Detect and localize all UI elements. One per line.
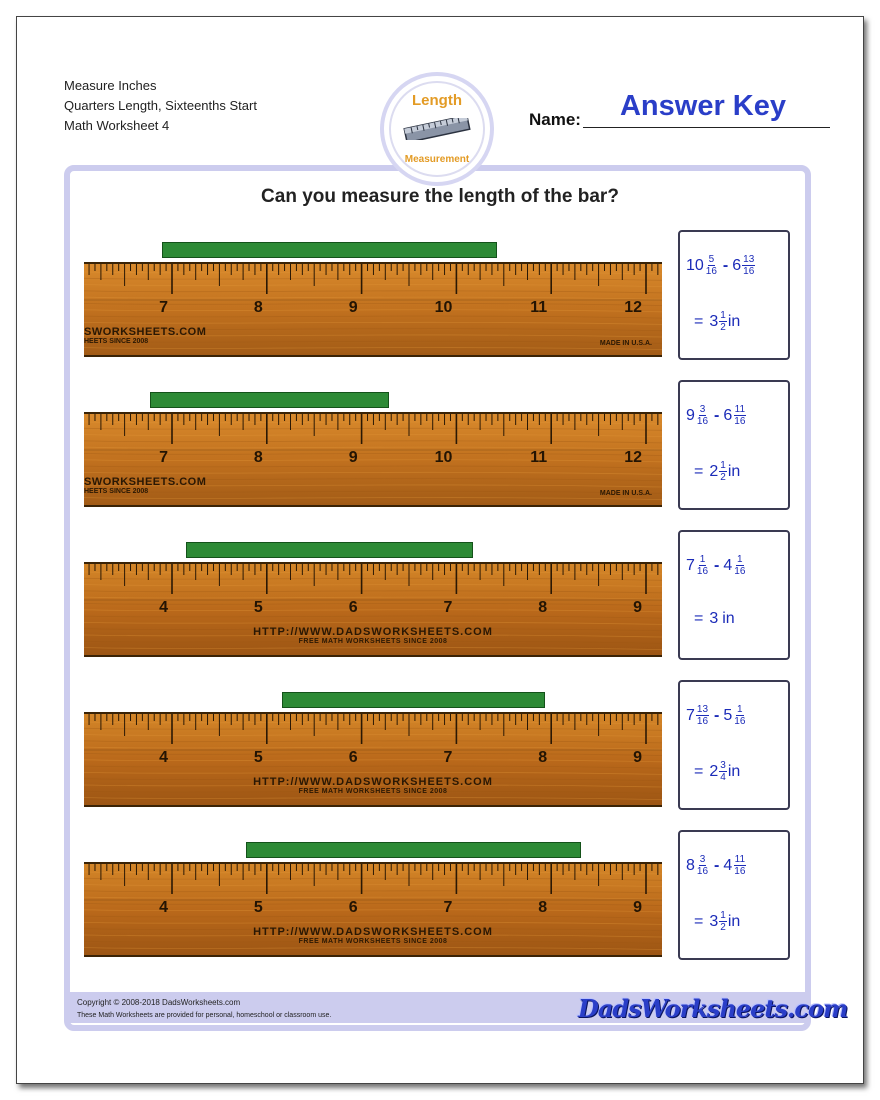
result-whole: 3 (709, 312, 719, 330)
answer-box (678, 380, 790, 510)
ruler-inch-label: 8 (538, 599, 548, 616)
ruler-made-in-text: MADE IN U.S.A. (599, 340, 652, 347)
ruler-inch-label: 7 (443, 749, 453, 766)
result-fraction (719, 910, 727, 933)
ruler-inch-label: 5 (253, 749, 263, 766)
ruler-inch-label: 5 (253, 899, 263, 916)
ruler-inch-label: 7 (159, 449, 168, 466)
ruler-inch-label: 10 (434, 299, 453, 316)
end-whole: 8 (686, 856, 695, 874)
end-whole: 7 (686, 706, 695, 724)
result-unit: in (727, 912, 741, 930)
problem-row (0, 530, 880, 680)
ruler-inch-label: 9 (633, 899, 642, 916)
result-fraction (719, 310, 727, 333)
ruler-brand-text: HTTP://WWW.DADSWORKSHEETS.COM (253, 626, 493, 638)
ruler-inch-label: 11 (530, 449, 548, 466)
start-fraction (733, 554, 746, 577)
result-expression (694, 910, 788, 933)
subtraction-expression (686, 704, 786, 727)
ruler-subbrand-text: HEETS SINCE 2008 (84, 488, 149, 495)
result-whole: 2 (709, 762, 719, 780)
denominator: 2 (720, 322, 726, 333)
length-measurement-logo (380, 72, 494, 186)
denominator: 16 (696, 566, 709, 577)
answer-key-text: Answer Key (619, 90, 786, 122)
equals-sign: = (694, 610, 704, 627)
numerator: 5 (708, 254, 715, 265)
result-unit: in (722, 610, 735, 627)
wood-ruler-graphic (84, 264, 662, 357)
end-fraction (696, 704, 709, 727)
numerator: 13 (696, 704, 709, 715)
ruler-subbrand-text: FREE MATH WORKSHEETS SINCE 2008 (298, 788, 448, 795)
result-expression (694, 310, 788, 333)
question-heading: Can you measure the length of the bar? (261, 186, 619, 207)
green-measure-bar (246, 842, 581, 858)
numerator: 3 (699, 854, 706, 865)
answer-box (678, 530, 790, 660)
end-fraction (696, 854, 709, 877)
worksheet-number: Math Worksheet 4 (64, 118, 170, 133)
ruler-inch-label: 4 (159, 899, 168, 916)
ruler-inch-label: 8 (253, 449, 263, 466)
ruler-subbrand-text: FREE MATH WORKSHEETS SINCE 2008 (298, 638, 448, 645)
answer-box (678, 830, 790, 960)
ruler-inch-label: 6 (348, 899, 358, 916)
equals-sign: = (694, 762, 704, 780)
subtraction-expression (686, 554, 786, 577)
numerator: 11 (734, 404, 746, 415)
ruler (84, 862, 662, 957)
ruler-inch-label: 5 (253, 599, 263, 616)
usage-notice: These Math Worksheets are provided for personal, homeschool or classroom use. (77, 1012, 332, 1019)
ruler-brand-text: HTTP://WWW.DADSWORKSHEETS.COM (253, 926, 493, 938)
result-unit: in (727, 312, 741, 330)
numerator: 3 (699, 404, 706, 415)
worksheet-title: Measure Inches (64, 78, 157, 93)
denominator: 16 (734, 866, 746, 877)
result-fraction (719, 760, 727, 783)
numerator: 1 (699, 554, 706, 565)
numerator: 1 (737, 704, 743, 715)
equals-sign: = (694, 312, 704, 330)
denominator: 16 (734, 416, 746, 427)
start-whole: 6 (732, 256, 742, 274)
end-fraction (696, 554, 709, 577)
ruler-inch-label: 7 (443, 599, 453, 616)
numerator: 1 (720, 310, 726, 321)
ruler-inch-label: 9 (633, 749, 642, 766)
result-whole: 3 (709, 912, 719, 930)
name-line (583, 127, 830, 128)
ruler-inch-label: 4 (159, 599, 168, 616)
ruler-inch-label: 8 (253, 299, 263, 316)
ruler-brand-text: SWORKSHEETS.COM (84, 476, 207, 488)
start-whole: 4 (723, 556, 733, 574)
worksheet-subtitle: Quarters Length, Sixteenths Start (64, 98, 257, 113)
denominator: 16 (743, 266, 755, 277)
result-expression (694, 460, 788, 483)
minus-sign: - (714, 556, 720, 574)
answer-box (678, 680, 790, 810)
ruler-subbrand-text: HEETS SINCE 2008 (84, 338, 149, 345)
denominator: 16 (734, 716, 746, 727)
ruler-inch-label: 12 (624, 299, 642, 316)
minus-sign: - (714, 856, 720, 874)
denominator: 16 (705, 266, 717, 277)
start-fraction (733, 704, 746, 727)
numerator: 1 (720, 910, 726, 921)
equals-sign: = (694, 912, 704, 930)
numerator: 1 (737, 554, 743, 565)
numerator: 1 (720, 460, 726, 471)
wood-ruler-graphic (84, 414, 662, 507)
denominator: 4 (720, 772, 726, 783)
end-whole: 7 (686, 556, 695, 574)
result-whole: 2 (709, 462, 719, 480)
ruler-inch-label: 7 (159, 299, 168, 316)
result-expression (694, 760, 788, 783)
answer-box (678, 230, 790, 360)
result-unit: in (727, 762, 741, 780)
ruler-inch-label: 9 (633, 599, 642, 616)
ruler-inch-label: 6 (348, 749, 358, 766)
logo-subtitle: Measurement (404, 154, 470, 165)
problem-row (0, 680, 880, 830)
problem-row (0, 380, 880, 530)
start-fraction (733, 854, 746, 877)
ruler (84, 712, 662, 807)
ruler-brand-text: SWORKSHEETS.COM (84, 326, 207, 338)
denominator: 2 (720, 922, 726, 933)
denominator: 2 (720, 472, 726, 483)
copyright-text: Copyright © 2008-2018 DadsWorksheets.com (77, 998, 241, 1007)
ruler-inch-label: 9 (348, 299, 358, 316)
ruler (84, 412, 662, 507)
result-expression (694, 610, 788, 628)
ruler-inch-label: 11 (530, 299, 548, 316)
end-fraction (696, 404, 709, 427)
subtraction-expression (686, 404, 786, 427)
denominator: 16 (696, 716, 709, 727)
start-whole: 5 (723, 706, 733, 724)
result-unit: in (727, 462, 741, 480)
ruler-inch-label: 8 (538, 749, 548, 766)
green-measure-bar (162, 242, 497, 258)
ruler-inch-label: 12 (624, 449, 642, 466)
end-fraction (705, 254, 718, 277)
ruler-inch-label: 10 (434, 449, 453, 466)
subtraction-expression (686, 854, 786, 877)
end-whole: 10 (686, 256, 704, 274)
green-measure-bar (150, 392, 389, 408)
end-whole: 9 (686, 406, 695, 424)
minus-sign: - (714, 706, 720, 724)
name-label: Name: (529, 110, 581, 129)
start-fraction (742, 254, 755, 277)
start-whole: 6 (723, 406, 733, 424)
problem-row (0, 830, 880, 980)
numerator: 11 (734, 854, 746, 865)
subtraction-expression (686, 254, 786, 277)
ruler-made-in-text: MADE IN U.S.A. (599, 490, 652, 497)
denominator: 16 (696, 866, 709, 877)
ruler-inch-label: 7 (443, 899, 453, 916)
green-measure-bar (282, 692, 545, 708)
denominator: 16 (696, 416, 709, 427)
start-fraction (733, 404, 746, 427)
result-whole: 3 (709, 610, 719, 627)
green-measure-bar (186, 542, 473, 558)
ruler-icon (402, 118, 472, 140)
ruler-inch-label: 9 (348, 449, 358, 466)
ruler (84, 262, 662, 357)
ruler-inch-label: 6 (348, 599, 358, 616)
ruler (84, 562, 662, 657)
ruler-inch-label: 4 (159, 749, 168, 766)
ruler-subbrand-text: FREE MATH WORKSHEETS SINCE 2008 (298, 938, 448, 945)
denominator: 16 (734, 566, 746, 577)
dadsworksheets-logo: DadsWorksheets.com (578, 994, 848, 1023)
numerator: 3 (720, 760, 726, 771)
ruler-inch-label: 8 (538, 899, 548, 916)
logo-title: Length (412, 92, 462, 109)
minus-sign: - (722, 256, 729, 274)
result-fraction (719, 460, 727, 483)
numerator: 13 (743, 254, 755, 265)
equals-sign: = (694, 462, 704, 480)
minus-sign: - (714, 406, 720, 424)
problem-row (0, 230, 880, 380)
start-whole: 4 (723, 856, 733, 874)
ruler-brand-text: HTTP://WWW.DADSWORKSHEETS.COM (253, 776, 493, 788)
